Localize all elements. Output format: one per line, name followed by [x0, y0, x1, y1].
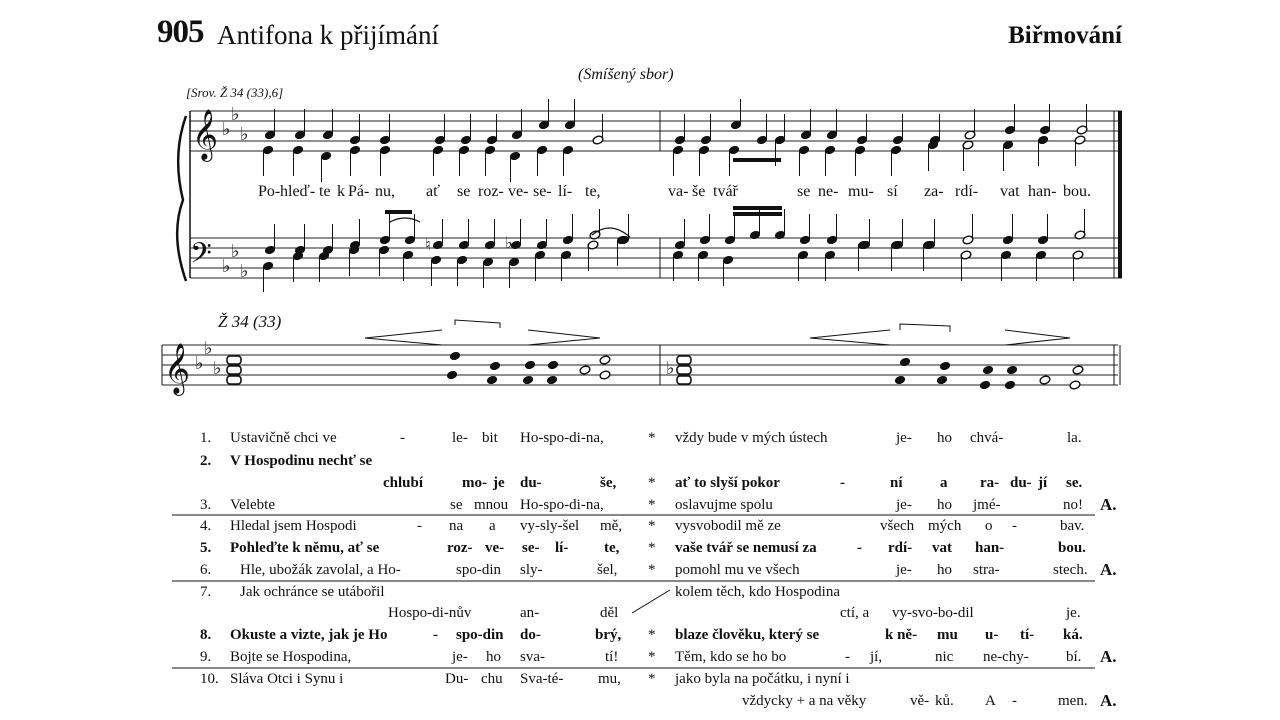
verse-text: bit: [482, 430, 498, 446]
verse-text: se-: [522, 540, 540, 556]
verse-text: Hospo-di-nův: [388, 605, 472, 621]
note-head: [547, 360, 559, 370]
verse-text: je.: [1066, 605, 1081, 621]
verse-text: Ustavičně chci ve: [230, 430, 337, 446]
verse-text: 4.: [200, 518, 212, 534]
verse-text: ho: [937, 562, 952, 578]
verse-text: mnou: [474, 497, 509, 513]
verse-text: Ho-spo-di-na,: [520, 430, 604, 446]
verse-text: V Hospodinu nechť se: [230, 453, 373, 469]
verse-text: la.: [1067, 430, 1082, 446]
verse-text: k ně-: [885, 627, 918, 643]
note-head: [1072, 365, 1084, 375]
verse-text: te,: [604, 540, 620, 556]
note-head: [939, 361, 951, 371]
lyric-syllable: se: [797, 183, 811, 200]
verse-text: rdí-: [888, 540, 913, 556]
verse-text: an-: [520, 605, 540, 621]
verse-divider-asterisk: *: [648, 540, 656, 556]
verse-text: 8.: [200, 627, 212, 643]
note-head: [522, 375, 534, 385]
verse-text: -: [1012, 693, 1017, 709]
note-head: [449, 351, 461, 361]
flat-icon: ♭: [240, 261, 249, 282]
system-brace: [177, 116, 186, 281]
lyric-syllable: vat: [1000, 183, 1020, 200]
verse-text: spo-din: [456, 627, 504, 643]
verse-divider-asterisk: *: [648, 497, 656, 513]
note-head: [446, 370, 458, 380]
verse-text: le-: [452, 430, 468, 446]
antiphon-response-marker: A.: [1100, 560, 1117, 579]
lyric-syllable: rdí-: [955, 183, 979, 200]
note-head: [486, 375, 498, 385]
verse-text: vy-svo-bo-dil: [892, 605, 974, 621]
verse-text: sva-: [520, 649, 545, 665]
bass-clef-icon: 𝄢: [190, 237, 212, 277]
verse-text: A: [985, 693, 996, 709]
treble-clef-icon: 𝄞: [164, 343, 191, 394]
verse-divider-asterisk: *: [648, 671, 656, 687]
note-head: [936, 375, 948, 385]
breve-note: [227, 376, 241, 384]
verse-text: do-: [520, 627, 541, 643]
verse-text: jmé-: [973, 497, 1001, 513]
flat-icon: ♭: [204, 338, 213, 359]
verse-text: je-: [452, 649, 468, 665]
verse-text: ne-chy-: [983, 649, 1029, 665]
verse-text: du-: [1010, 475, 1032, 491]
verse-text: Okuste a vizte, jak je Ho: [230, 627, 388, 643]
lyric-syllable: se-: [533, 183, 552, 200]
verse-text: vysvobodil mě ze: [675, 518, 781, 534]
note-head: [1006, 365, 1018, 375]
verse-text: Velebte: [230, 497, 275, 513]
note-head: [1039, 375, 1051, 385]
verse-divider-asterisk: *: [648, 562, 656, 578]
verse-text: 6.: [200, 562, 212, 578]
verse-text: han-: [975, 540, 1005, 556]
antiphon-response-marker: A.: [1100, 495, 1117, 514]
lyric-syllable: ne-: [818, 183, 839, 200]
verse-text: ra-: [980, 475, 1000, 491]
breve-note: [227, 356, 241, 364]
verse-text: ve-: [485, 540, 505, 556]
verse-text: stra-: [973, 562, 1000, 578]
lyric-syllable: nu,: [375, 183, 395, 200]
verse-text: se: [450, 497, 463, 513]
note-head: [1069, 380, 1081, 390]
verse-text: chvá-: [970, 430, 1004, 446]
note-head: [599, 355, 611, 365]
flat-icon: ♭: [666, 358, 675, 379]
verse-text: Sláva Otci i Synu i: [230, 671, 344, 687]
verse-text: ctí, a: [840, 605, 870, 621]
verse-divider-asterisk: *: [648, 649, 656, 665]
verse-text: bí.: [1066, 649, 1082, 665]
bracket: [900, 324, 950, 332]
note-head: [982, 365, 994, 375]
verse-text: spo-din: [456, 562, 501, 578]
verse-text: bav.: [1060, 518, 1085, 534]
verse-text: brý,: [595, 627, 622, 643]
verse-text: tí-: [1020, 627, 1035, 643]
verse-text: na: [449, 518, 464, 534]
lyric-syllable: va-: [668, 183, 689, 200]
antiphon-response-marker: A.: [1100, 647, 1117, 666]
lyric-syllable: mu-: [848, 183, 874, 200]
lyric-syllable: hleď-: [280, 183, 316, 200]
continuation-line: [632, 590, 670, 613]
verse-text: je-: [896, 430, 912, 446]
verse-text: u-: [985, 627, 999, 643]
lyric-syllable: ve-: [508, 183, 529, 200]
verse-text: lí-: [555, 540, 569, 556]
verse-divider-asterisk: *: [648, 430, 656, 446]
verse-text: stech.: [1053, 562, 1088, 578]
verse-text: Sva-té-: [520, 671, 564, 687]
note-head: [489, 361, 501, 371]
verse-text: Pohleďte k němu, ať se: [230, 540, 380, 556]
verse-text: ho: [937, 430, 952, 446]
verse-text: oslavujme spolu: [675, 497, 773, 513]
flat-icon: ♭: [505, 233, 513, 252]
verse-text: -: [417, 518, 422, 534]
breve-note: [677, 376, 691, 384]
note-head: [894, 375, 906, 385]
verse-text: jako byla na počátku, i nyní i: [675, 671, 850, 687]
note-head: [599, 370, 611, 380]
verse-text: roz-: [447, 540, 473, 556]
flat-icon: ♭: [213, 358, 222, 379]
verse-text: sly-: [520, 562, 543, 578]
verse-text: kolem těch, kdo Hospodina: [675, 584, 840, 600]
verse-text: chu: [481, 671, 503, 687]
verse-text: še,: [600, 475, 617, 491]
note-head: [579, 365, 591, 375]
verse-text: 9.: [200, 649, 212, 665]
verse-text: 5.: [200, 540, 212, 556]
scripture-source: [Srov. Ž 34 (33),6]: [186, 85, 284, 100]
verse-text: Těm, kdo se ho bo: [675, 649, 787, 665]
note-head: [1004, 380, 1016, 390]
verse-text: ať to slyší pokor: [675, 475, 780, 491]
verse-text: bou.: [1058, 540, 1086, 556]
decrescendo-hairpin: [528, 330, 600, 345]
lyric-syllable: lí-: [558, 183, 573, 200]
verse-text: Hle, ubožák zavolal, a Ho-: [240, 562, 401, 578]
verse-text: chlubí: [383, 475, 424, 491]
verse-text: je: [493, 475, 505, 491]
verse-text: pomohl mu ve všech: [675, 562, 800, 578]
ensemble-label: (Smíšený sbor): [578, 66, 674, 83]
verse-text: jí,: [870, 649, 883, 665]
verse-text: -: [840, 475, 845, 491]
verse-text: 3.: [200, 497, 212, 513]
verse-text: mých: [928, 518, 962, 534]
verse-text: vaše tvář se nemusí za: [675, 540, 817, 556]
flat-icon: ♭: [195, 353, 204, 374]
verse-text: 10.: [200, 671, 219, 687]
lyric-syllable: bou.: [1063, 183, 1091, 200]
verse-text: Du-: [445, 671, 469, 687]
verse-text: 1.: [200, 430, 212, 446]
verse-text: všech: [880, 518, 915, 534]
verse-divider-asterisk: *: [648, 627, 656, 643]
verse-text: -: [857, 540, 862, 556]
bracket: [455, 320, 500, 328]
lyric-syllable: Po-: [258, 183, 281, 200]
verse-text: -: [845, 649, 850, 665]
lyric-syllable: še: [692, 183, 706, 200]
verse-divider-asterisk: *: [648, 518, 656, 534]
flat-icon: ♭: [222, 119, 231, 140]
verse-text: se.: [1066, 475, 1083, 491]
breve-note: [227, 366, 241, 374]
verse-text: Hledal jsem Hospodi: [230, 518, 357, 534]
verse-text: mu: [937, 627, 958, 643]
verse-text: o: [985, 518, 993, 534]
lyric-syllable: tvář: [713, 183, 738, 200]
verse-text: a: [940, 475, 948, 491]
crescendo-hairpin: [365, 330, 442, 345]
note-head: [979, 380, 991, 390]
verse-text: tí!: [605, 649, 619, 665]
lyric-syllable: ať: [426, 183, 440, 200]
liturgical-occasion: Biřmování: [1008, 22, 1122, 49]
hymn-number: 905: [157, 14, 204, 50]
verse-text: 2.: [200, 453, 212, 469]
verse-text: Ho-spo-di-na,: [520, 497, 604, 513]
slur: [390, 218, 420, 222]
note-head: [899, 357, 911, 367]
note-head: [524, 360, 536, 370]
verse-text: mo-: [462, 475, 487, 491]
verse-text: vat: [932, 540, 952, 556]
verse-text: -: [400, 430, 405, 446]
verse-text: du-: [520, 475, 542, 491]
verse-text: blaze člověku, který se: [675, 627, 820, 643]
verse-divider-asterisk: *: [648, 475, 656, 491]
flat-icon: ♭: [222, 256, 231, 277]
verse-text: ků.: [935, 693, 954, 709]
verse-text: šel,: [597, 562, 618, 578]
verse-text: -: [1012, 518, 1017, 534]
verse-text: ká.: [1063, 627, 1083, 643]
flat-icon: ♭: [240, 124, 249, 145]
lyric-syllable: te: [319, 183, 331, 200]
flat-icon: ♭: [231, 104, 240, 125]
lyric-syllable: han-: [1028, 183, 1057, 200]
verse-text: vždy bude v mých ústech: [675, 430, 828, 446]
natural-icon: ♮: [425, 235, 431, 254]
lyric-syllable: za-: [924, 183, 944, 200]
antiphon-response-marker: A.: [1100, 691, 1117, 710]
hymn-title: Antifona k přijímání: [217, 20, 439, 50]
verse-text: Jak ochránce se utábořil: [240, 584, 385, 600]
verse-text: je-: [896, 497, 912, 513]
verse-text: men.: [1058, 693, 1088, 709]
verse-text: ho: [937, 497, 952, 513]
lyric-syllable: sí: [887, 183, 898, 200]
lyric-syllable: te,: [585, 183, 601, 200]
lyric-syllable: se: [457, 183, 471, 200]
verse-text: je-: [896, 562, 912, 578]
breve-note: [677, 366, 691, 374]
verse-text: no!: [1063, 497, 1083, 513]
verse-text: mu,: [598, 671, 621, 687]
treble-clef-icon: 𝄞: [192, 109, 219, 160]
verse-text: a: [489, 518, 496, 534]
verse-text: jí: [1038, 475, 1048, 491]
verse-text: mě,: [600, 518, 623, 534]
lyric-syllable: Pá-: [348, 183, 370, 200]
verse-text: -: [433, 627, 438, 643]
verse-text: nic: [935, 649, 954, 665]
crescendo-hairpin: [810, 330, 890, 345]
verse-text: ní: [890, 475, 903, 491]
verse-text: Bojte se Hospodina,: [230, 649, 352, 665]
flat-icon: ♭: [231, 241, 240, 262]
breve-note: [677, 356, 691, 364]
verse-text: 7.: [200, 584, 212, 600]
lyric-syllable: k: [337, 183, 345, 200]
verse-text: vždycky + a na věky: [742, 693, 867, 709]
verse-text: vy-sly-šel: [520, 518, 580, 534]
verse-text: vě-: [910, 693, 930, 709]
psalm-label: Ž 34 (33): [218, 312, 282, 331]
verse-text: děl: [600, 605, 619, 621]
lyric-syllable: roz-: [478, 183, 504, 200]
note-head: [546, 375, 558, 385]
decrescendo-hairpin: [1005, 330, 1070, 345]
verse-text: ho: [486, 649, 501, 665]
